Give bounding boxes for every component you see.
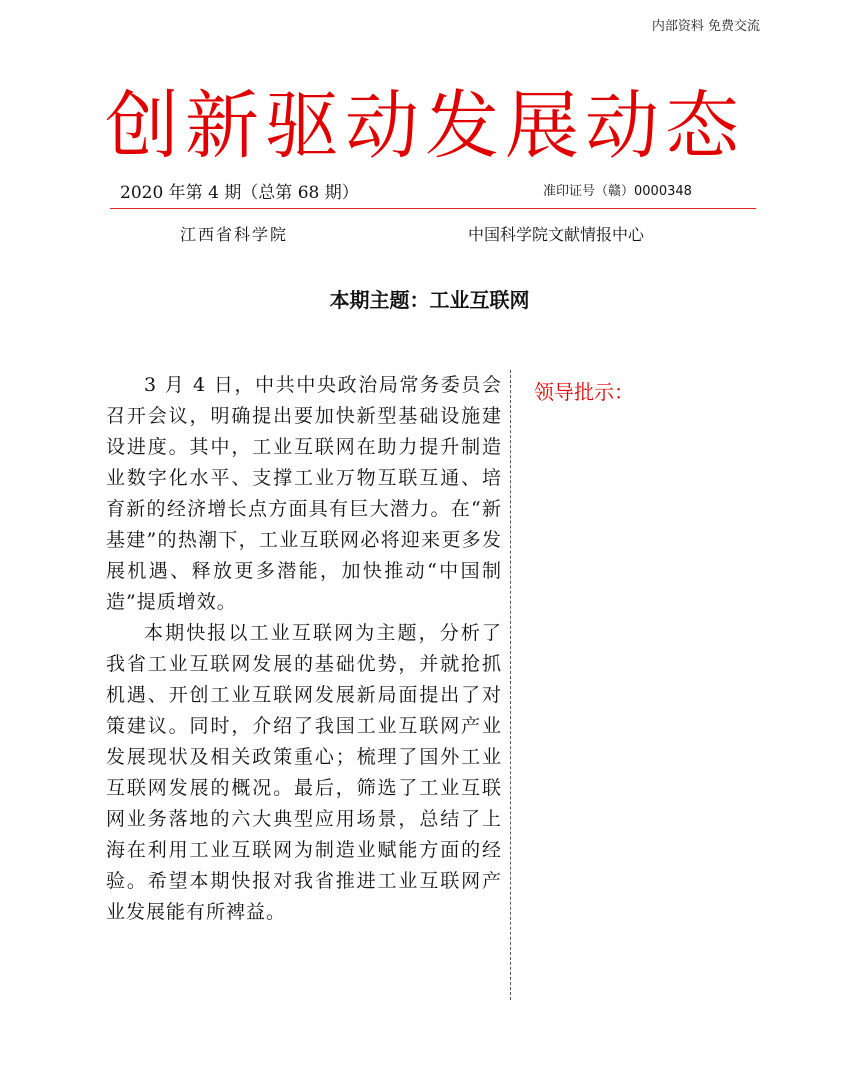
- issue-number: 2020 年第 4 期（总第 68 期）: [120, 183, 359, 203]
- publisher-jiangxi-academy: 江西省科学院: [180, 225, 289, 244]
- column-divider: [510, 370, 511, 1000]
- issue-topic-heading: 本期主题：工业互联网: [329, 288, 530, 312]
- body-paragraph-2: 本期快报以工业互联网为主题，分析了我省工业互联网发展的基础优势，并就抢抓机遇、开创工业互联网发展新局面提出了对策建议。同时，介绍了我国工业互联网产业发展现状及相关政策重心；梳理了国外工业互联网发展的概况。最后，筛选了工业互联网业务落地的六大典型应用场景，总结了上海在利用工业互联网为制造业赋能方面的经验。希望本期快报对我省推进工业互联网产业发展能有所裨益。: [106, 622, 502, 923]
- internal-use-note: 内部资料 免费交流: [651, 19, 760, 34]
- publisher-cas-documentation-center: 中国科学院文献情报中心: [468, 225, 645, 244]
- print-permit-number: 准印证号（赣）0000348: [543, 184, 692, 199]
- body-paragraph-1: 3 月 4 日，中共中央政治局常务委员会召开会议，明确提出要加快新型基础设施建设进度。其中，工业互联网在助力提升制造业数字化水平、支撑工业万物互联互通、培育新的经济增长点方面具有巨大潜力。在“新基建”的热潮下，工业互联网必将迎来更多发展机遇、释放更多潜能，加快推动“中国制造”提质增效。: [106, 374, 502, 613]
- body-text: [106, 370, 502, 928]
- leader-comments-label: 领导批示：: [534, 380, 634, 404]
- masthead-title: 创新驱动发展动态: [105, 83, 745, 169]
- header-divider-rule: [110, 208, 756, 209]
